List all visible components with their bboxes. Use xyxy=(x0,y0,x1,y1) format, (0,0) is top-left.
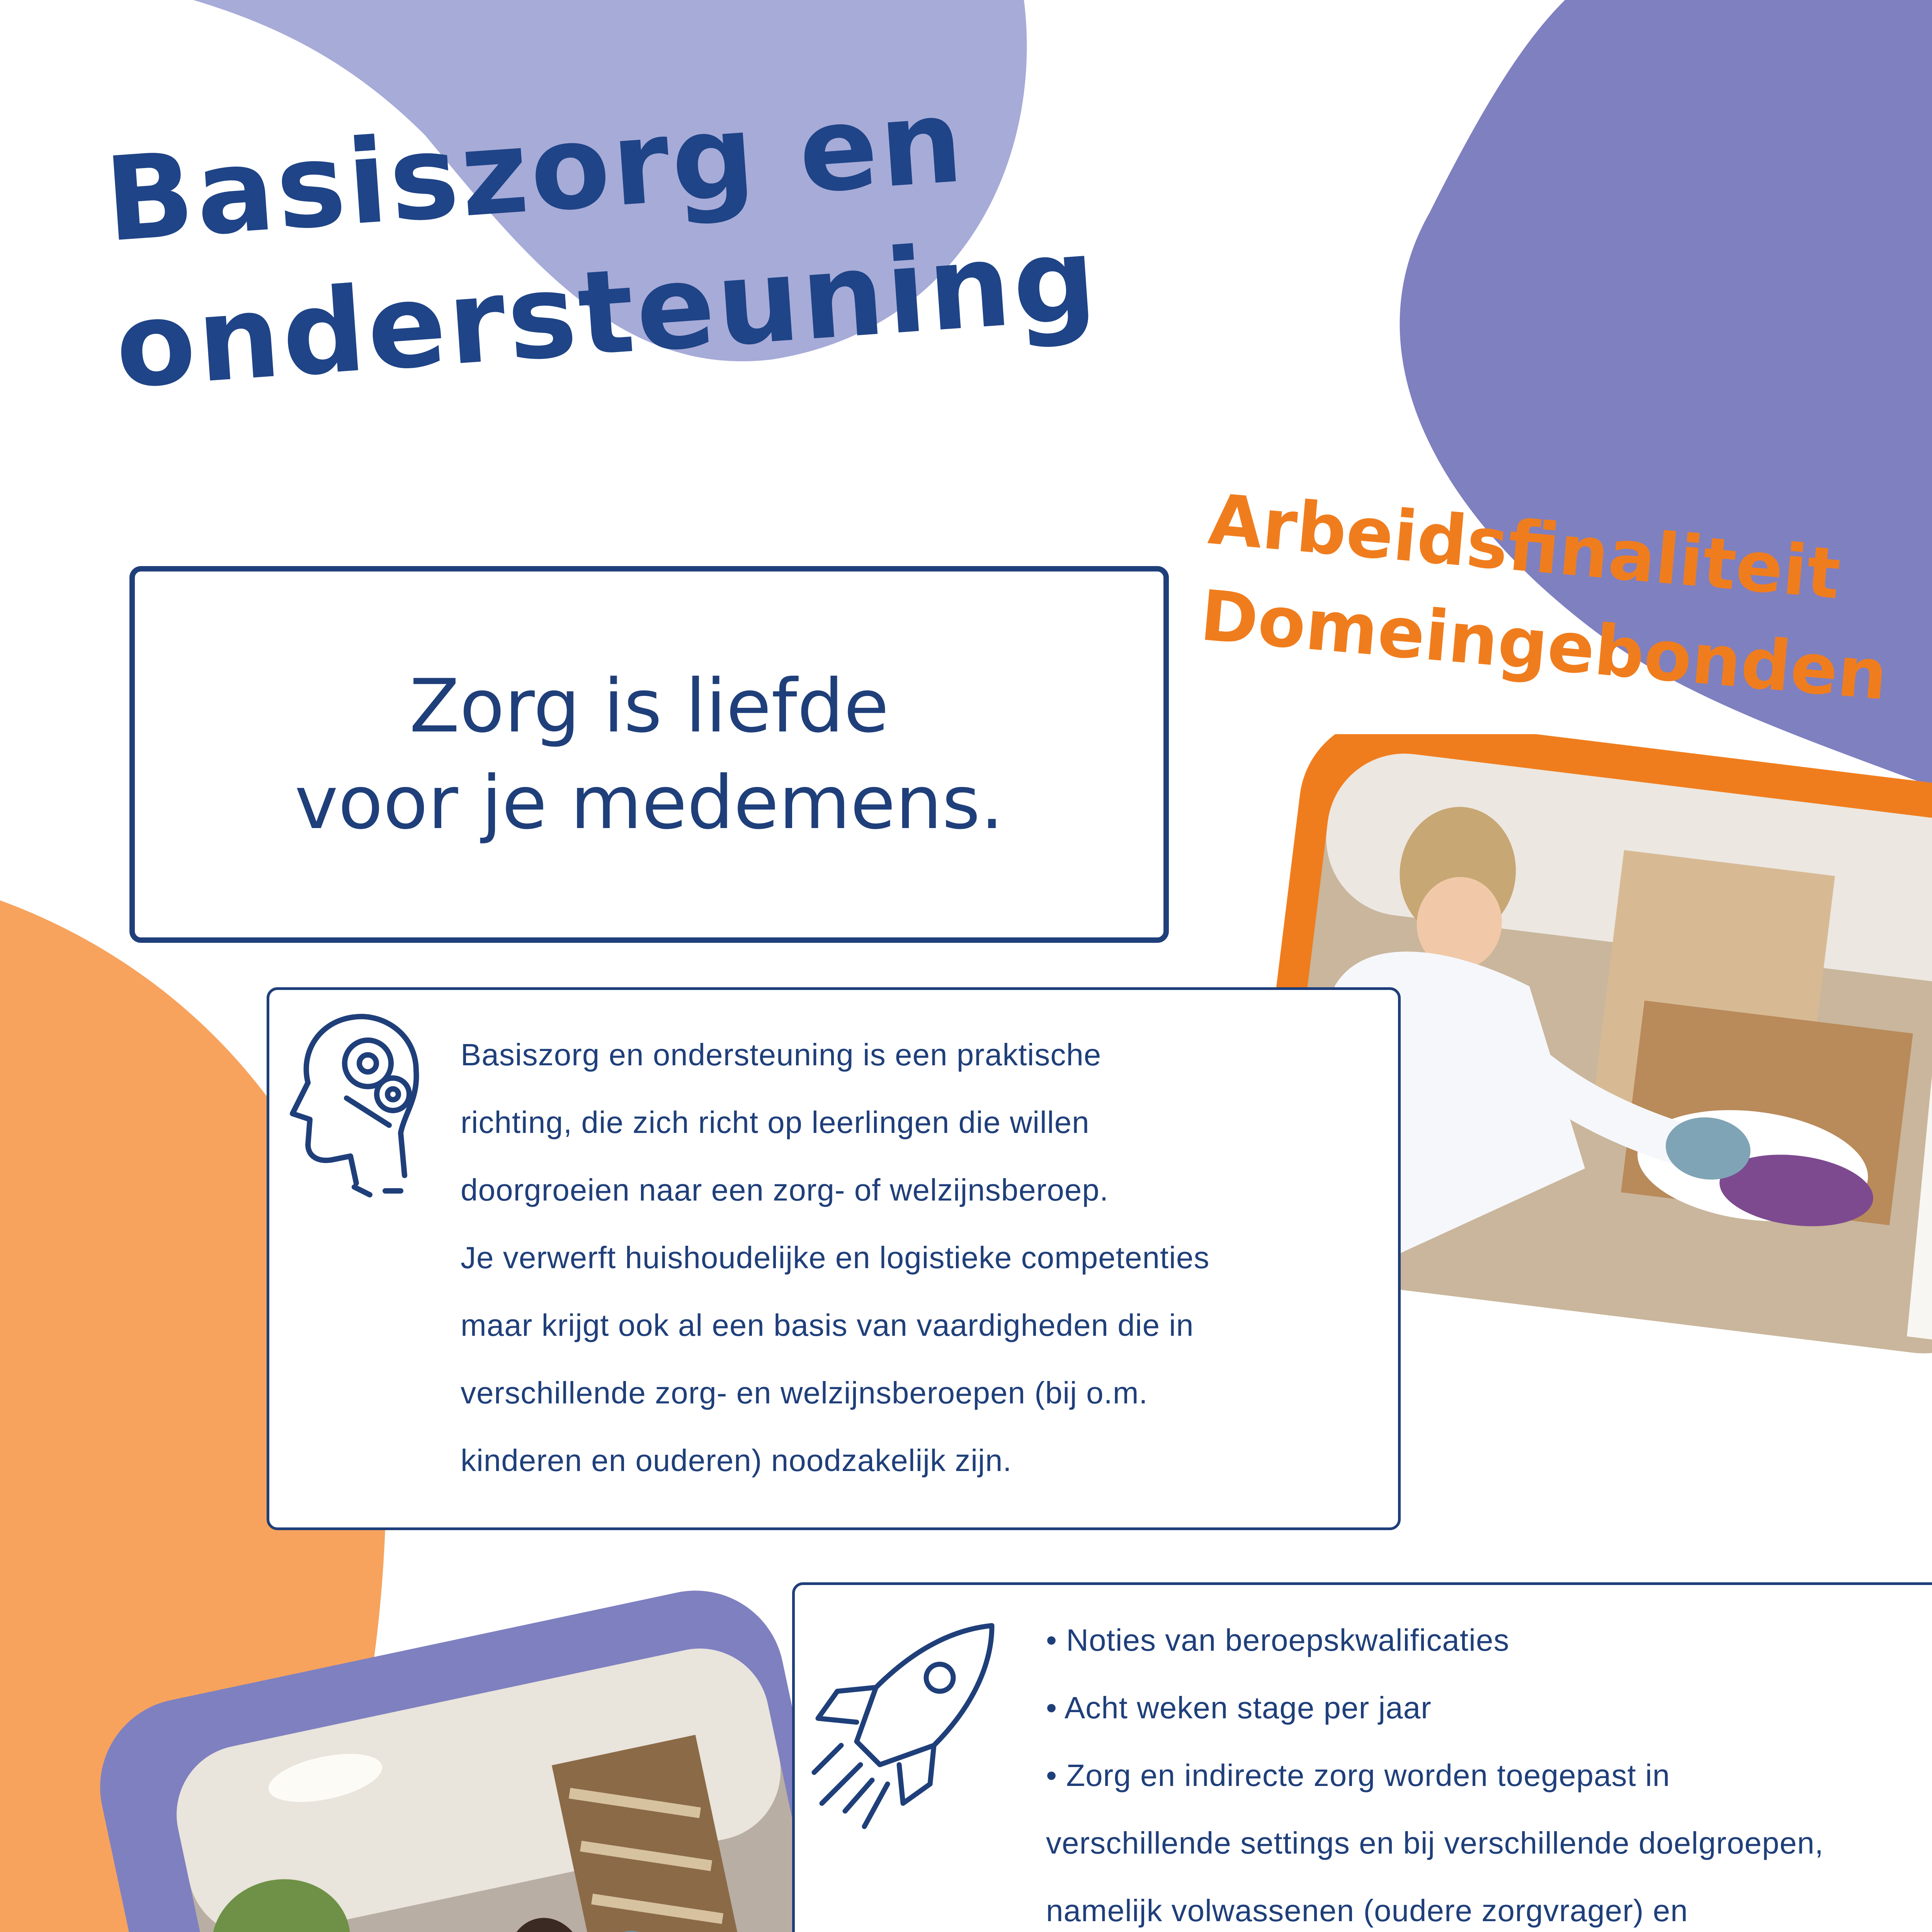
intro-line: maar krijgt ook al een basis van vaardigheden die in xyxy=(461,1308,1194,1342)
quote-line-2: voor je medemens. xyxy=(294,760,1004,845)
quote-box xyxy=(129,566,1169,943)
features-line: namelijk volwassenen (oudere zorgvrager) en xyxy=(1046,1893,1688,1928)
intro-line: richting, die zich richt op leerlingen die willen xyxy=(461,1105,1090,1139)
quote-line-1: Zorg is liefde xyxy=(409,663,889,749)
features-text xyxy=(1046,1606,1824,1932)
head-gears-icon xyxy=(289,1009,451,1202)
rocket-icon xyxy=(810,1618,1011,1834)
features-line: • Noties van beroepskwalificaties xyxy=(1046,1623,1510,1657)
features-line: • Acht weken stage per jaar xyxy=(1046,1690,1432,1725)
intro-box xyxy=(267,987,1401,1530)
tagline-line-2: Domeingebonden xyxy=(1197,575,1891,716)
intro-line: Je verwerft huishoudelijke en logistieke competenties xyxy=(461,1240,1210,1275)
intro-line: doorgroeien naar een zorg- of welzijnsberoep. xyxy=(461,1173,1109,1207)
features-box xyxy=(792,1582,1932,1932)
title-line-2: ondersteuning xyxy=(111,211,1103,415)
intro-line: Basiszorg en ondersteuning is een praktische xyxy=(461,1037,1102,1072)
title-line-1: Basiszorg en xyxy=(101,73,969,268)
tagline-line-1: Arbeidsfinaliteit xyxy=(1206,479,1844,615)
intro-line: kinderen en ouderen) noodzakelijk zijn. xyxy=(461,1443,1012,1478)
intro-text xyxy=(461,1021,1209,1494)
features-line: verschillende settings en bij verschillende doelgroepen, xyxy=(1046,1826,1824,1860)
features-line: • Zorg en indirecte zorg worden toegepast in xyxy=(1046,1758,1670,1793)
intro-line: verschillende zorg- en welzijnsberoepen (bij o.m. xyxy=(461,1376,1148,1410)
